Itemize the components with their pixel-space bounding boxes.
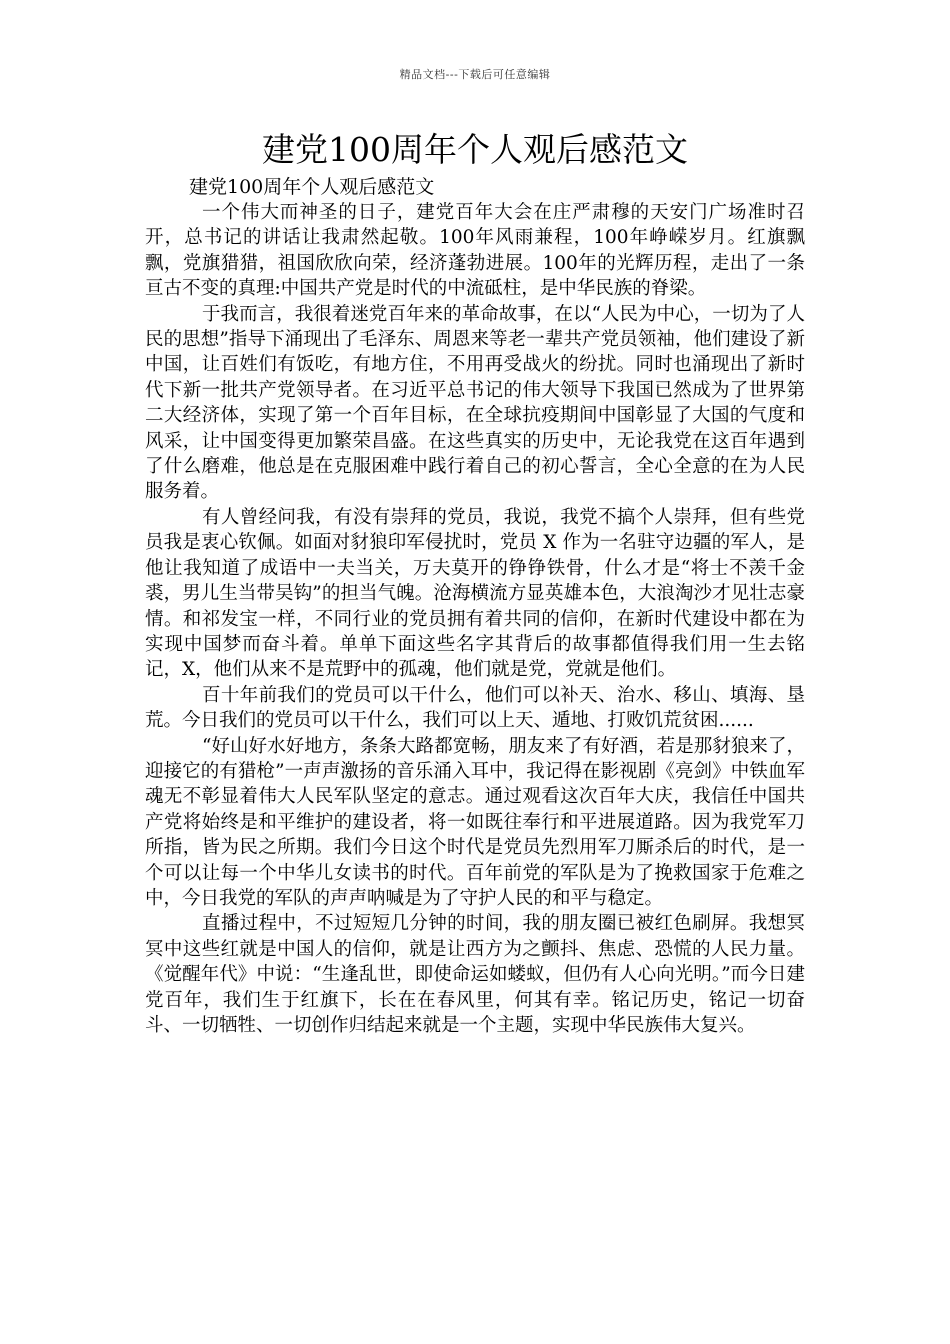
document-subtitle: 建党100周年个人观后感范文 [189, 176, 435, 198]
paragraph-6: 直播过程中，不过短短几分钟的时间，我的朋友圈已被红色刷屏。我想冥冥中这些红就是中国人的信仰，就是让西方为之颤抖、焦虑、恐慌的人民力量。《觉醒年代》中说：“生逢乱世，即使命运如蝼蚁，但仍有人心向光明。”而今日建党百年，我们生于红旗下，长在在春风里，何其有幸。铭记历史，铭记一切奋斗、一切牺牲、一切创作归结起来就是一个主题，实现中华民族伟大复兴。 [145, 913, 805, 1036]
paragraph-4: 百十年前我们的党员可以干什么，他们可以补天、治水、移山、填海、垦荒。今日我们的党员可以干什么，我们可以上天、遁地、打败饥荒贫困...... [145, 684, 805, 732]
document-body [145, 175, 805, 1038]
paragraph-1: 一个伟大而神圣的日子，建党百年大会在庄严肃穆的天安门广场准时召开，总书记的讲话让我肃然起敬。100年风雨兼程，100年峥嵘岁月。红旗飘飘，党旗猎猎，祖国欣欣向荣，经济蓬勃进展。100年的光辉历程，走出了一条亘古不变的真理:中国共产党是时代的中流砥柱，是中华民族的脊梁。 [145, 202, 805, 300]
document-title: 建党100周年个人观后感范文 [262, 130, 688, 169]
paragraph-3: 有人曾经问我，有没有崇拜的党员，我说，我党不搞个人崇拜，但有些党员我是衷心钦佩。如面对豺狼印军侵扰时，党员 X 作为一名驻守边疆的军人，是他让我知道了成语中一夫当关，万夫莫开的铮铮铁骨，什么才是“将士不羡千金裘，男儿生当带吴钩”的担当气魄。沧海横流方显英雄本色，大浪淘沙才见壮志豪情。和祁发宝一样，不同行业的党员拥有着共同的信仰，在新时代建设中都在为实现中国梦而奋斗着。单单下面这些名字其背后的故事都值得我们用一生去铭记，X，他们从来不是荒野中的孤魂，他们就是党，党就是他们。 [145, 506, 805, 681]
paragraph-5: “好山好水好地方，条条大路都宽畅，朋友来了有好酒，若是那豺狼来了，迎接它的有猎枪”一声声激扬的音乐涌入耳中，我记得在影视剧《亮剑》中铁血军魂无不彰显着伟大人民军队坚定的意志。通过观看这次百年大庆，我信任中国共产党将始终是和平维护的建设者，将一如既往奉行和平进展道路。因为我党军刀所指，皆为民之所期。我们今日这个时代是党员先烈用军刀厮杀后的时代，是一个可以让每一个中华儿女读书的时代。百年前党的军队是为了挽救国家于危难之中，今日我党的军队的声声呐喊是为了守护人民的和平与稳定。 [145, 735, 805, 909]
page-header: 精品文档---下载后可任意编辑 [399, 68, 551, 81]
paragraph-2: 于我而言，我很着迷党百年来的革命故事，在以“人民为中心，一切为了人民的思想”指导下涌现出了毛泽东、周恩来等老一辈共产党员领袖，他们建设了新中国，让百姓们有饭吃，有地方住，不用再受战火的纷扰。同时也涌现出了新时代下新一批共产党领导者。在习近平总书记的伟大领导下我国已然成为了世界第二大经济体，实现了第一个百年目标，在全球抗疫期间中国彰显了大国的气度和风采，让中国变得更加繁荣昌盛。在这些真实的历史中，无论我党在这百年遇到了什么磨难，他总是在克服困难中践行着自己的初心誓言，全心全意的在为人民服务着。 [145, 303, 805, 503]
